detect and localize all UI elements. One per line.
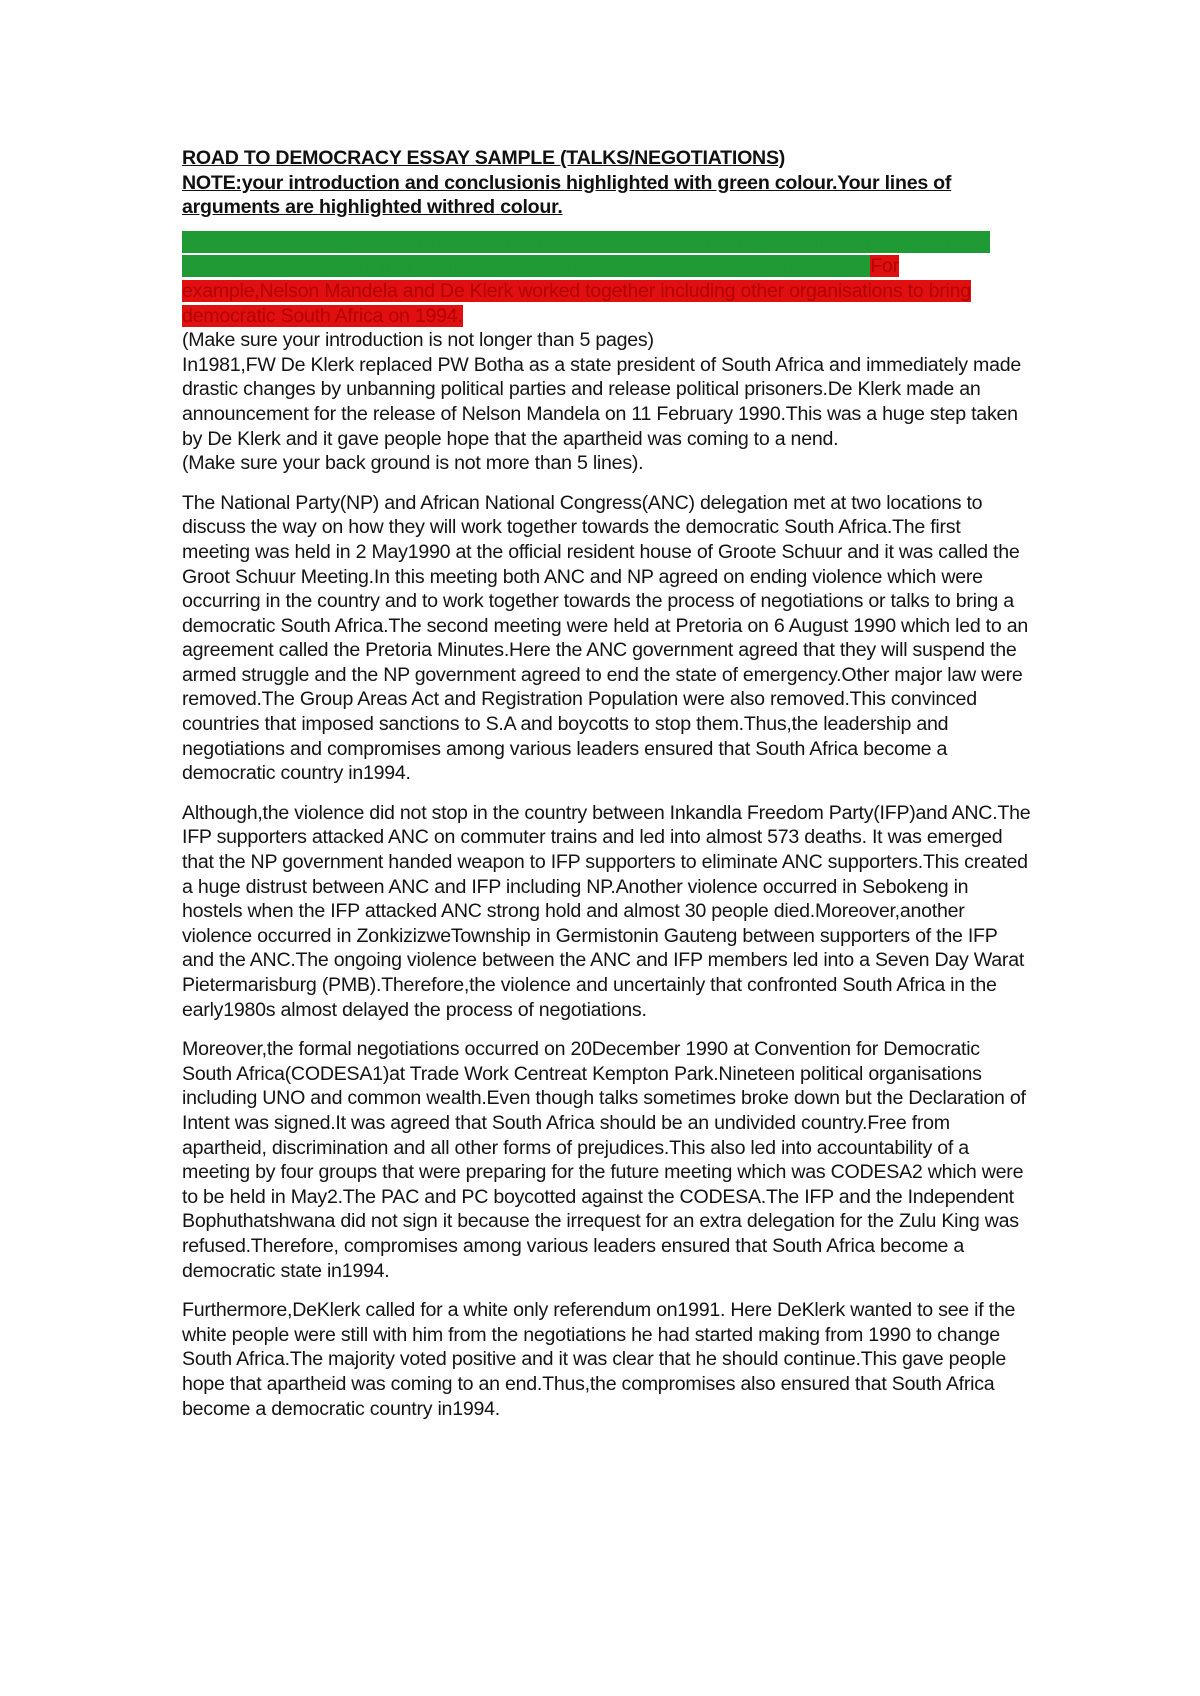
body-paragraph-1: The National Party(NP) and African National Congress(ANC) delegation met at two locations to discuss the way on how they will work together towards the democratic South Africa.The first meeting was held in 2 May1990 at the official resident house of Groote Schuur and it was called the Groot Schuur Meeting.In this meeting both ANC and NP agreed on ending violence which were occurring in the country and to work together towards the process of negotiations or talks to bring a democratic South Africa.The second meeting were held at Pretoria on 6 August 1990 which led to an agreement called the Pretoria Minutes.Here the ANC government agreed that they will suspend the armed struggle and the NP government agreed to end the state of emergency.Other major law were removed.The Group Areas Act and Registration Population were also removed.This convinced countries that imposed sanctions to S.A and boycotts to stop them.Thus,the leadership and negotiations and compromises among various leaders ensured that South Africa become a democratic country in1994.: [182, 491, 1029, 785]
background-paragraph: In1981,FW De Klerk replaced PW Botha as a state president of South Africa and immediately made drastic changes by unbanning political parties and release political prisoners.De Klerk made an announcement for the release of Nelson Mandela on 11 February 1990.This was a huge step taken by De Klerk and it gave people hope that the apartheid was coming to a nend.: [182, 353, 1022, 450]
introduction-paragraph: [182, 230, 1032, 328]
essay-body: [182, 146, 1032, 1436]
background-instruction: (Make sure your back ground is not more than 5 lines).: [182, 452, 644, 475]
introduction-red-highlight: For example,Nelson Mandela and De Klerk worked together including other organisations to bring democratic South Africa on 1994.: [182, 255, 971, 327]
introduction-instruction: (Make sure your introduction is not longer than 5 pages): [182, 329, 654, 352]
essay-title: ROAD TO DEMOCRACY ESSAY SAMPLE (TALKS/NEGOTIATIONS): [182, 147, 786, 169]
body-paragraph-4: Furthermore,DeKlerk called for a white only referendum on1991. Here DeKlerk wanted to see if the white people were still with him from the negotiations he had started making from 1990 to change South Africa.The majority voted positive and it was clear that he should continue.This gave people hope that apartheid was coming to an end.Thus,the compromises also ensured that South Africa become a democratic country in1994.: [182, 1299, 1016, 1420]
highlight-note: NOTE:your introduction and conclusionis highlighted with green colour.Your lines of arguments are highlighted withred colour.: [182, 171, 952, 219]
body-paragraph-3: Moreover,the formal negotiations occurred on 20December 1990 at Convention for Democratic South Africa(CODESA1)at Trade Work Centreat Kempton Park.Nineteen political organisations including UNO and common wealth.Even though talks sometimes broke down but the Declaration of Intent was signed.It was agreed that South Africa should be an undivided country.Free from apartheid, discrimination and all other forms of prejudices.This also led into accountability of a meeting by four groups that were preparing for the future meeting which was CODESA2 which were to be held in May2.The PAC and PC boycotted against the CODESA.The IFP and the Independent Bophuthatshwana did not sign it because the irrequest for an extra delegation for the Zulu King was refused.Therefore, compromises among various leaders ensured that South Africa become a democratic state in1994.: [182, 1038, 1026, 1282]
introduction-green-highlight: One would totally agree with the statement that it was leadership,negotiations and compromises among various leaders that ensured that South Africa become a democratic state.: [182, 230, 990, 278]
body-paragraph-2: Although,the violence did not stop in the country between Inkandla Freedom Party(IFP)and ANC.The IFP supporters attacked ANC on commuter trains and led into almost 573 deaths. It was emerged that the NP government handed weapon to IFP supporters to eliminate ANC supporters.This created a huge distrust between ANC and IFP including NP.Another violence occurred in Sebokeng in hostels when the IFP attacked ANC strong hold and almost 30 people died.Moreover,another violence occurred in ZonkizizweTownship in Germistonin Gauteng between supporters of the IFP and the ANC.The ongoing violence between the ANC and IFP members led into a Seven Day Warat Pietermarisburg (PMB).Therefore,the violence and uncertainly that confronted South Africa in the early1980s almost delayed the process of negotiations.: [182, 801, 1031, 1021]
